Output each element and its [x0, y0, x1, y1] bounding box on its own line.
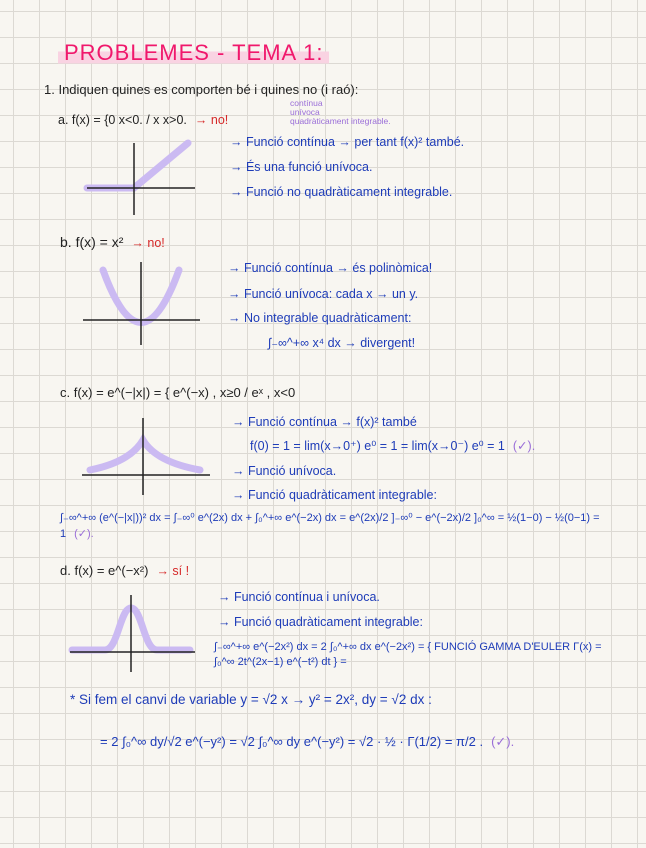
part-a-note: → Funció no quadràticament integrable. — [230, 185, 453, 199]
graph-c — [82, 418, 210, 495]
part-b-note: → Funció contínua → és polinòmica! — [228, 261, 433, 275]
criteria-item: unívoca — [290, 107, 320, 117]
part-a-function: a. f(x) = {0 x<0. / x x>0. — [58, 113, 187, 127]
part-d-verdict: → sí ! — [156, 564, 190, 578]
criteria-item: quadràticament integrable. — [290, 116, 391, 126]
part-c-note: → Funció unívoca. — [232, 464, 337, 478]
part-c-note: → Funció contínua → f(x)² també — [232, 415, 417, 429]
part-d-result: = 2 ∫₀^∞ dy/√2 e^(−y²) = √2 ∫₀^∞ dy e^(−y²) = √2 · ½ · Γ(1/2) = π/2 . — [100, 734, 484, 749]
part-a-note: → És una funció unívoca. — [230, 160, 373, 174]
check-mark: (✓). — [74, 528, 94, 540]
check-mark: (✓). — [491, 734, 515, 749]
part-d-integral: ∫₋∞^+∞ e^(−2x²) dx = 2 ∫₀^+∞ dx e^(−2x²) = { FUNCIÓ GAMMA D'EULER Γ(x) = ∫₀^∞ 2t^(2x−1) e^(−t²) dt } = — [214, 641, 602, 668]
page-title: PROBLEMES - TEMA 1: — [58, 40, 329, 66]
part-b-function: b. f(x) = x² — [60, 234, 124, 250]
graph-c-curve — [90, 440, 200, 470]
part-b-verdict: → no! — [131, 236, 165, 250]
part-c-note: → Funció quadràticament integrable: — [232, 488, 437, 502]
graph-b — [83, 262, 200, 345]
part-d-function: d. f(x) = e^(−x²) — [60, 563, 149, 578]
check-mark: (✓). — [512, 439, 536, 453]
graph-d — [70, 595, 195, 672]
part-a-verdict: → no! — [194, 113, 229, 127]
part-b-note: → Funció unívoca: cada x → un y. — [228, 287, 419, 301]
part-b-note: → No integrable quadràticament: — [228, 311, 412, 325]
part-d-note: → Funció quadràticament integrable: — [218, 615, 423, 629]
part-a-note: → Funció contínua → per tant f(x)² també. — [230, 135, 465, 149]
part-c-integral: ∫₋∞^+∞ (e^(−|x|))² dx = ∫₋∞⁰ e^(2x) dx + ∫₀^+∞ e^(−2x) dx = e^(2x)/2 ]₋∞⁰ − e^(−2x)/2 ]₀^∞ = ½(1−0) − ½(0−1) = 1 — [60, 512, 600, 540]
part-c-note: f(0) = 1 = lim(x→0⁺) e⁰ = 1 = lim(x→0⁻) e⁰ = 1 — [250, 439, 505, 453]
criteria-item: contínua — [290, 98, 323, 108]
question-text: 1. Indiquen quines es comporten bé i quines no (i raó): — [44, 82, 359, 97]
part-d-note: → Funció contínua i unívoca. — [218, 590, 380, 604]
part-c-function: c. f(x) = e^(−|x|) = { e^(−x) , x≥0 / eˣ , x<0 — [60, 385, 296, 400]
part-b-note: ∫₋∞^+∞ x⁴ dx → divergent! — [268, 336, 416, 350]
graph-a — [87, 143, 195, 215]
part-d-substitution: * Si fem el canvi de variable y = √2 x → y² = 2x², dy = √2 dx : — [70, 692, 432, 707]
graph-a-curve — [87, 143, 188, 188]
